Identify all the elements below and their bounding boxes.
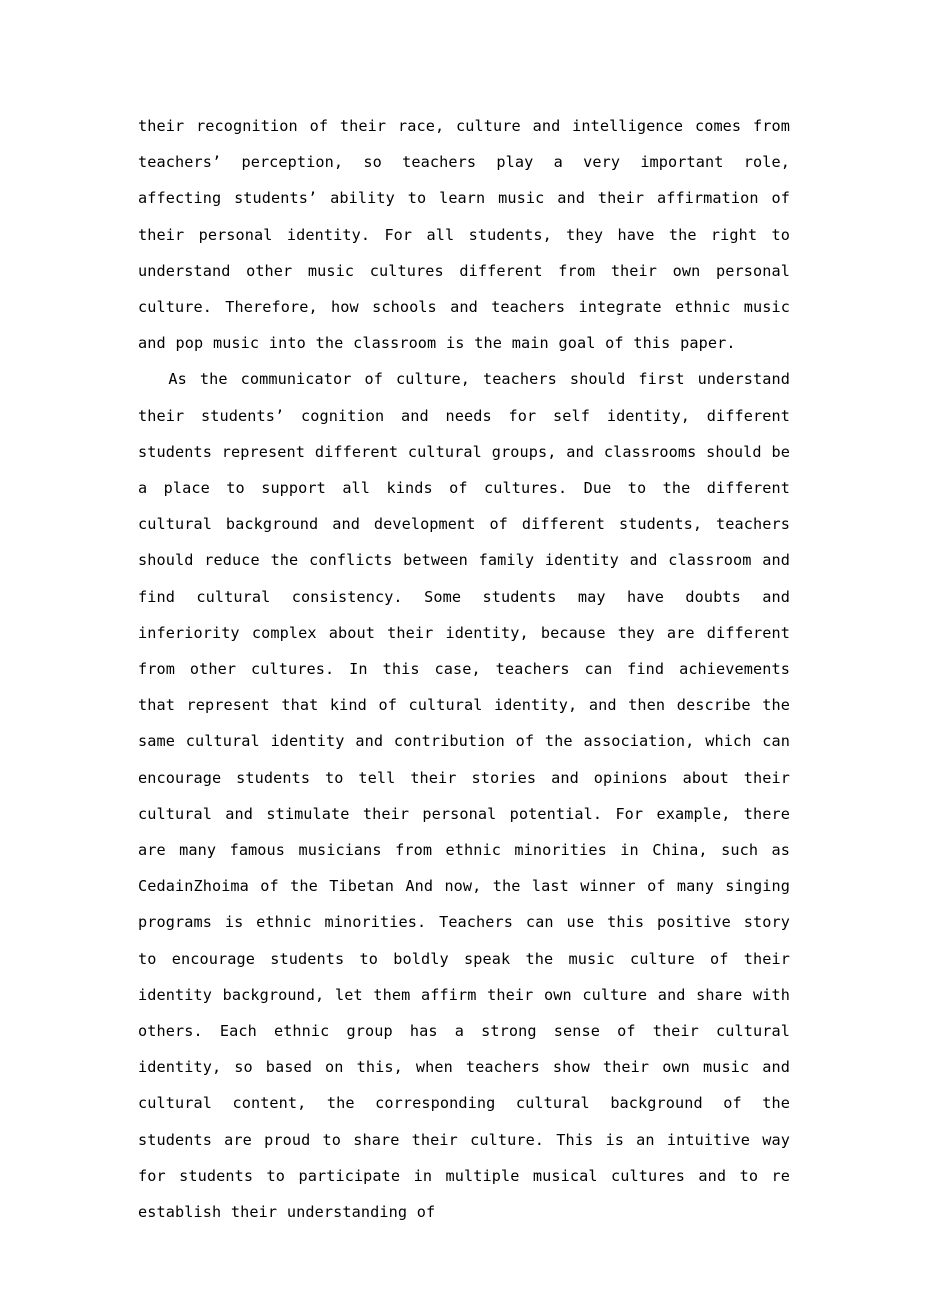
paragraph-2: As the communicator of culture, teachers should first understand their students’ cognition and needs for self identity, different students represent different cultural groups, and classrooms should be a place to support all kinds of cultures. Due to the different cultural background and development of different students, teachers should reduce the conflicts between family identity and classroom and find cultural consistency. Some students may have doubts and inferiority complex about their identity, because they are different from other cultures. In this case, teachers can find achievements that represent that kind of cultural identity, and then describe the same cultural identity and contribution of the association, which can encourage students to tell their stories and opinions about their cultural and stimulate their personal potential. For example, there are many famous musicians from ethnic minorities in China, such as CedainZhoima of the Tibetan And now, the last winner of many singing programs is ethnic minorities. Teachers can use this positive story to encourage students to boldly speak the music culture of their identity background, let them affirm their own culture and share with others. Each ethnic group has a strong sense of their cultural identity, so based on this, when teachers show their own music and cultural content, the corresponding cultural background of the students are proud to share their culture. This is an intuitive way for students to participate in multiple musical cultures and to re establish their understanding of: [138, 370, 790, 1222]
paragraph-1: their recognition of their race, culture and intelligence comes from teachers’ perception, so teachers play a very important role, affecting students’ ability to learn music and their affirmation of their personal identity. For all students, they have the right to understand other music cultures different from their own personal culture. Therefore, how schools and teachers integrate ethnic music and pop music into the classroom is the main goal of this paper.: [138, 117, 790, 353]
document-text-column: [138, 108, 790, 1230]
